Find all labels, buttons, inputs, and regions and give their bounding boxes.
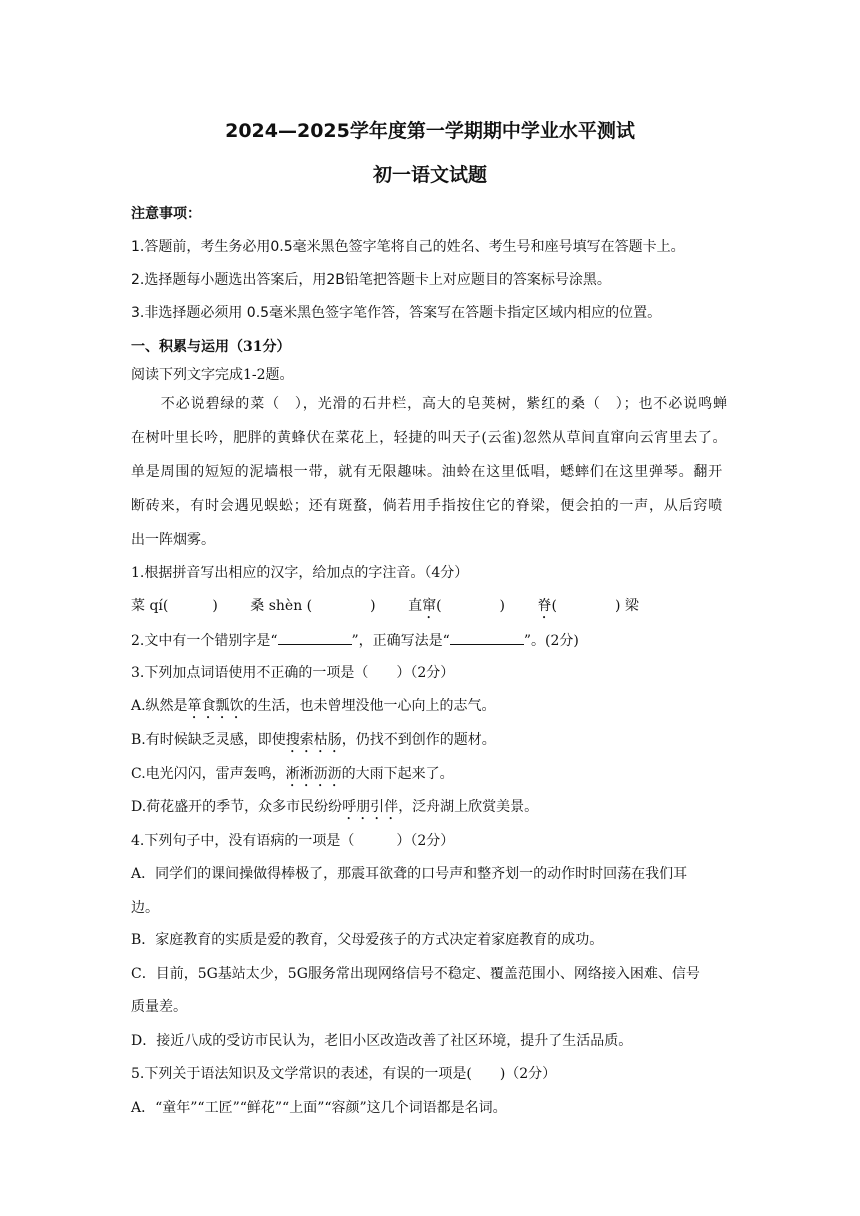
q4-option-a-line-2: 边。 <box>131 900 159 916</box>
q1-item-d-dotted: 脊 <box>537 598 552 614</box>
question-5-stem: 5.下列关于语法知识及文学常识的表述，有误的一项是( )（2分） <box>131 1066 557 1082</box>
q3-c-post: 的大雨下起来了。 <box>341 766 454 782</box>
passage-line-3: 单是周围的短短的泥墙根一带，就有无限趣味。油蛉在这里低唱，蟋蟀们在这里弹琴。翻开 <box>131 464 723 480</box>
q2-blank-correct-char <box>450 630 524 645</box>
passage-line-1: 不必说碧绿的菜（ ），光滑的石井栏，高大的皂荚树，紫红的桑（ ）；也不必说鸣蝉 <box>131 396 728 412</box>
q4-option-a-line-1: A．同学们的课间操做得棒极了，那震耳欲聋的口号声和整齐划一的动作时时回荡在我们耳 <box>131 866 688 882</box>
q3-c-pre: C.电光闪闪，雷声轰鸣， <box>131 766 286 782</box>
q1-item-d-close: ) 梁 <box>614 598 639 614</box>
q3-d-dotted: 呼朋引伴 <box>342 799 399 815</box>
q3-b-pre: B.有时候缺乏灵感，即使 <box>131 732 286 748</box>
q1-item-c-close: ) <box>499 598 506 614</box>
q1-item-a-post: ) <box>212 598 218 614</box>
q1-item-b-post: ) <box>370 598 376 614</box>
q1-item-c-open: ( <box>436 598 442 614</box>
q3-option-a <box>131 696 496 722</box>
notice-item-2: 2.选择题每小题选出答案后，用2B铅笔把答题卡上对应题目的答案标号涂黑。 <box>131 272 611 288</box>
q3-option-d <box>131 797 538 823</box>
q1-item-c-dotted: 窜 <box>422 598 437 614</box>
q3-a-post: 的生活，也未曾埋没他一心向上的志气。 <box>243 698 496 714</box>
q2-blank-wrong-char <box>278 630 352 645</box>
q2-post: ”。(2分) <box>523 633 579 649</box>
q3-c-dotted: 淅淅沥沥 <box>285 766 342 782</box>
q1-item-b-pre: 桑 shèn ( <box>250 598 313 614</box>
notice-item-1: 1.答题前，考生务必用0.5毫米黑色签字笔将自己的姓名、考生号和座号填写在答题卡上。 <box>131 239 685 255</box>
q1-item-d-open: ( <box>551 598 557 614</box>
q1-item-c-pre: 直 <box>408 598 423 614</box>
q2-mid: ”，正确写法是“ <box>351 633 450 649</box>
q3-option-b <box>131 730 496 756</box>
passage-line-2: 在树叶里长吟，肥胖的黄蜂伏在菜花上，轻捷的叫天子(云雀)忽然从草间直窜向云宵里去了。 <box>131 430 728 446</box>
question-2 <box>131 630 579 651</box>
q1-item-a-pre: 菜 qí( <box>131 598 169 614</box>
q4-option-c-line-2: 质量差。 <box>131 999 187 1015</box>
notice-item-3: 3.非选择题必须用 0.5毫米黑色签字笔作答，答案写在答题卡指定区域内相应的位置。 <box>131 305 662 321</box>
q4-option-d: D．接近八成的受访市民认为，老旧小区改造改善了社区环境，提升了生活品质。 <box>131 1033 633 1049</box>
q2-pre: 2.文中有一个错别字是“ <box>131 633 278 649</box>
q3-option-c <box>131 764 454 790</box>
notice-heading: 注意事项： <box>131 206 201 222</box>
passage-line-4: 断砖来，有时会遇见蜈蚣；还有斑蝥，倘若用手指按住它的脊梁，便会拍的一声，从后窍喷 <box>131 498 723 514</box>
question-1-items <box>131 596 639 622</box>
question-4-stem: 4.下列句子中，没有语病的一项是（ ）（2分） <box>131 833 455 849</box>
q3-b-post: ，仍找不到创作的题材。 <box>341 732 496 748</box>
exam-title: 2024—2025学年度第一学期期中学业水平测试 <box>225 120 635 142</box>
q3-a-pre: A.纵然是 <box>131 698 188 714</box>
passage-line-5: 出一阵烟雾。 <box>131 532 215 548</box>
reading-instruction: 阅读下列文字完成1-2题。 <box>131 367 294 383</box>
q3-d-pre: D.荷花盛开的季节，众多市民纷纷 <box>131 799 343 815</box>
section-heading: 一、积累与运用（31分） <box>131 339 291 355</box>
q3-d-post: ，泛舟湖上欣赏美景。 <box>398 799 539 815</box>
q5-option-a: A．“童年”“工匠”“鲜花”“上面”“容颜”这几个词语都是名词。 <box>131 1100 507 1116</box>
q4-option-c-line-1: C．目前，5G基站太少，5G服务常出现网络信号不稳定、覆盖范围小、网络接入困难、信号 <box>131 966 700 982</box>
q3-b-dotted: 搜索枯肠 <box>285 732 342 748</box>
question-3-stem: 3.下列加点词语使用不正确的一项是（ ）（2分） <box>131 665 455 681</box>
exam-subtitle: 初一语文试题 <box>372 164 487 186</box>
q4-option-b: B．家庭教育的实质是爱的教育，父母爱孩子的方式决定着家庭教育的成功。 <box>131 932 604 948</box>
question-1-stem: 1.根据拼音写出相应的汉字，给加点的字注音。（4分） <box>131 565 469 581</box>
q3-a-dotted: 箪食瓢饮 <box>187 698 244 714</box>
